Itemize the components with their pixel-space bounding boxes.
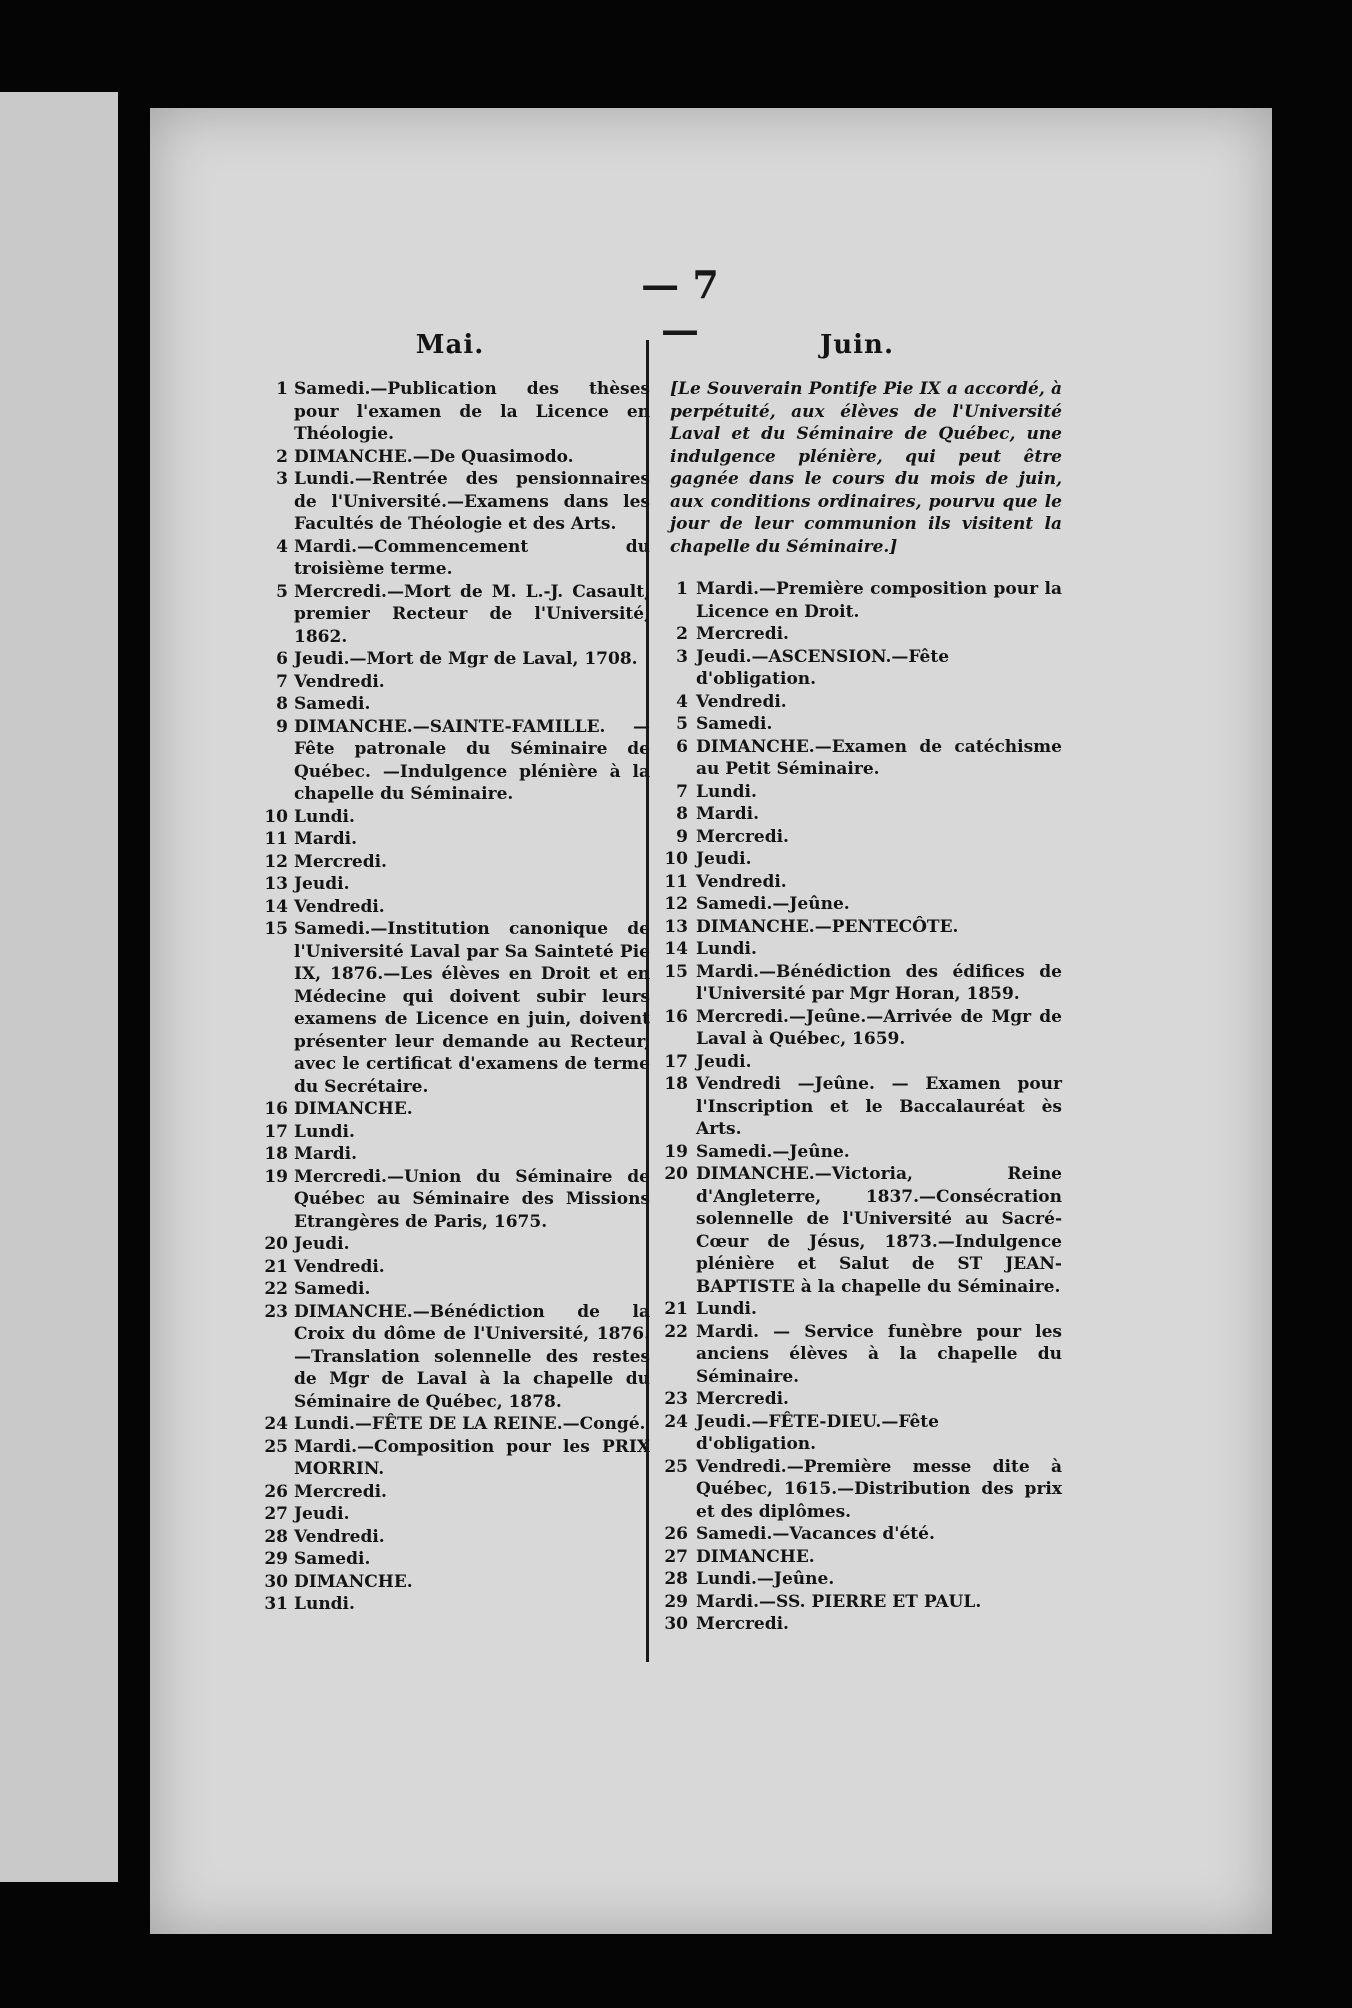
calendar-entry <box>250 1256 650 1279</box>
day-text: Mardi. — Service funèbre pour les anciens élèves à la chapelle du Séminaire. <box>696 1321 1062 1387</box>
day-number: 26 <box>264 1481 288 1502</box>
calendar-entry <box>250 1413 650 1436</box>
calendar-entry <box>652 1411 1062 1456</box>
day-text: Jeudi. <box>294 1504 350 1524</box>
month-title-mai: Mai. <box>415 330 485 360</box>
day-number: 2 <box>676 624 688 644</box>
calendar-entry <box>652 916 1062 939</box>
day-number: 20 <box>664 1164 688 1184</box>
calendar-entry <box>652 1568 1062 1591</box>
day-number: 29 <box>264 1549 288 1569</box>
day-number: 3 <box>676 646 688 667</box>
day-text: DIMANCHE.—PENTECÔTE. <box>696 916 959 937</box>
column-mai <box>250 330 650 1616</box>
day-text: Samedi. <box>294 1549 371 1569</box>
day-number: 1 <box>676 579 688 599</box>
day-text: Samedi. <box>294 694 371 714</box>
calendar-entry <box>652 1006 1062 1051</box>
day-text: Vendredi. <box>294 1256 385 1277</box>
calendar-entry <box>652 961 1062 1006</box>
entries-mai <box>250 378 650 1616</box>
calendar-entry <box>250 581 650 649</box>
day-text: DIMANCHE. <box>294 1571 413 1592</box>
calendar-entry <box>250 1571 650 1594</box>
day-number: 5 <box>276 581 288 602</box>
day-text: Mardi. <box>294 1144 358 1164</box>
calendar-entry <box>250 1166 650 1234</box>
day-number: 14 <box>264 896 288 917</box>
day-number: 10 <box>664 849 688 869</box>
calendar-entry <box>652 1546 1062 1569</box>
calendar-entry <box>652 623 1062 646</box>
day-number: 25 <box>664 1456 688 1477</box>
calendar-entry <box>652 1051 1062 1074</box>
day-number: 30 <box>264 1571 288 1592</box>
day-text: Mardi.—Bénédiction des édifices de l'Université par Mgr Horan, 1859. <box>696 961 1062 1004</box>
day-text: Jeudi.—Mort de Mgr de Laval, 1708. <box>294 649 638 669</box>
day-text: Vendredi. <box>294 896 385 917</box>
day-number: 19 <box>664 1141 688 1162</box>
calendar-entry <box>250 1121 650 1144</box>
day-text: Mardi.—Composition pour les PRIX MORRIN. <box>294 1436 650 1479</box>
day-number: 24 <box>664 1411 688 1432</box>
day-text: Samedi. <box>294 1279 371 1299</box>
calendar-entry <box>250 1143 650 1166</box>
day-text: DIMANCHE.—SAINTE-FAMILLE. — Fête patronale du Séminaire de Québec. —Indulgence plénière à la chapelle du Séminaire. <box>294 716 650 804</box>
day-text: Jeudi. <box>294 874 350 894</box>
day-text: Lundi. <box>294 1121 355 1142</box>
calendar-entry <box>250 1278 650 1301</box>
day-text: Mercredi.—Union du Séminaire de Québec au Séminaire des Missions Etrangères de Paris, 1675. <box>294 1166 650 1232</box>
column-juin <box>652 330 1062 1636</box>
calendar-entry <box>652 781 1062 804</box>
calendar-entry <box>250 851 650 874</box>
calendar-entry <box>250 806 650 829</box>
day-number: 21 <box>664 1299 688 1319</box>
calendar-entry <box>250 446 650 469</box>
day-text: Mardi. <box>696 804 760 824</box>
day-number: 27 <box>264 1504 288 1524</box>
calendar-entry <box>250 716 650 806</box>
day-number: 23 <box>664 1389 688 1409</box>
day-number: 12 <box>664 894 688 914</box>
calendar-entry <box>250 648 650 671</box>
day-text: Jeudi.—ASCENSION.—Fête d'obligation. <box>696 646 950 689</box>
calendar-entry <box>652 1073 1062 1141</box>
day-number: 26 <box>664 1524 688 1544</box>
day-number: 3 <box>276 469 288 489</box>
day-text: DIMANCHE. <box>696 1546 815 1567</box>
day-text: Lundi. <box>294 806 355 827</box>
day-number: 13 <box>664 916 688 937</box>
day-text: Mercredi.—Jeûne.—Arrivée de Mgr de Laval à Québec, 1659. <box>696 1006 1062 1049</box>
day-number: 27 <box>664 1546 688 1567</box>
day-number: 22 <box>264 1279 288 1299</box>
day-text: Vendredi. <box>696 691 787 712</box>
calendar-entry <box>652 871 1062 894</box>
day-number: 7 <box>276 671 288 692</box>
day-text: Mercredi. <box>696 1389 789 1409</box>
calendar-entry <box>652 1523 1062 1546</box>
day-number: 28 <box>264 1526 288 1547</box>
day-text: Vendredi. <box>294 1526 385 1547</box>
day-number: 6 <box>676 736 688 757</box>
day-number: 12 <box>264 851 288 872</box>
day-text: Samedi.—Jeûne. <box>696 1141 850 1162</box>
day-text: DIMANCHE.—Victoria, Reine d'Angleterre, 1837.—Consécration solennelle de l'Université au Sacré-Cœur de Jésus, 1873.—Indulgence plénière et Salut de ST JEAN-BAPTISTE à la chapelle du Séminaire. <box>696 1164 1062 1297</box>
day-number: 8 <box>276 694 288 714</box>
calendar-entry <box>652 646 1062 691</box>
day-number: 7 <box>676 781 688 802</box>
day-text: Lundi.—Rentrée des pensionnaires de l'Université.—Examens dans les Facultés de Théologie et des Arts. <box>294 469 650 534</box>
page-number: — 7 — <box>641 262 719 352</box>
calendar-entry <box>250 1481 650 1504</box>
day-number: 31 <box>264 1594 288 1614</box>
calendar-entry <box>652 1141 1062 1164</box>
calendar-entry <box>652 578 1062 623</box>
day-text: Jeudi.—FÊTE-DIEU.—Fête d'obligation. <box>696 1411 939 1454</box>
calendar-entry <box>250 1593 650 1616</box>
calendar-entry <box>250 378 650 446</box>
day-number: 24 <box>264 1414 288 1434</box>
day-number: 21 <box>264 1256 288 1277</box>
day-number: 9 <box>676 826 688 847</box>
day-text: Jeudi. <box>696 1051 752 1072</box>
day-number: 17 <box>664 1051 688 1072</box>
calendar-entry <box>652 893 1062 916</box>
calendar-entry <box>652 938 1062 961</box>
calendar-entry <box>250 1233 650 1256</box>
day-text: Samedi.—Jeûne. <box>696 894 850 914</box>
day-number: 6 <box>276 649 288 669</box>
day-number: 15 <box>664 961 688 982</box>
day-number: 18 <box>664 1074 688 1094</box>
day-number: 1 <box>276 379 288 399</box>
calendar-entry <box>250 873 650 896</box>
calendar-entry <box>250 1098 650 1121</box>
day-number: 9 <box>276 716 288 737</box>
day-text: DIMANCHE.—Examen de catéchisme au Petit Séminaire. <box>696 736 1062 779</box>
calendar-entry <box>250 536 650 581</box>
day-text: Mardi.—Commencement du troisième terme. <box>294 536 650 579</box>
calendar-entry <box>250 1526 650 1549</box>
day-text: Mardi.—Première composition pour la Licence en Droit. <box>696 579 1062 622</box>
day-number: 2 <box>276 446 288 467</box>
day-text: Mercredi. <box>696 1614 789 1634</box>
day-text: Vendredi. <box>294 671 385 692</box>
calendar-entry <box>652 826 1062 849</box>
day-number: 23 <box>264 1301 288 1322</box>
calendar-entry <box>652 848 1062 871</box>
calendar-entry <box>250 1301 650 1414</box>
day-text: Mardi.—SS. PIERRE ET PAUL. <box>696 1591 982 1612</box>
day-number: 4 <box>276 536 288 557</box>
calendar-entry <box>250 693 650 716</box>
calendar-entry <box>250 1436 650 1481</box>
calendar-entry <box>250 468 650 536</box>
entries-juin <box>652 578 1062 1636</box>
day-text: Samedi.—Vacances d'été. <box>696 1524 935 1544</box>
day-number: 8 <box>676 804 688 824</box>
calendar-entry <box>652 1321 1062 1389</box>
month-title-juin: Juin. <box>819 330 895 360</box>
day-text: Mardi. <box>294 829 358 849</box>
day-number: 15 <box>264 919 288 939</box>
day-number: 30 <box>664 1614 688 1634</box>
calendar-entry <box>652 1591 1062 1614</box>
day-number: 20 <box>264 1234 288 1254</box>
calendar-entry <box>652 1613 1062 1636</box>
day-number: 19 <box>264 1166 288 1187</box>
calendar-entry <box>652 1163 1062 1298</box>
day-text: Lundi. <box>696 1299 757 1319</box>
day-text: Mercredi.—Mort de M. L.-J. Casault, premier Recteur de l'Université, 1862. <box>294 581 650 647</box>
calendar-entry <box>652 1456 1062 1524</box>
day-text: Lundi. <box>294 1594 355 1614</box>
day-number: 22 <box>664 1321 688 1342</box>
day-text: Lundi. <box>696 781 757 802</box>
calendar-entry <box>652 1388 1062 1411</box>
day-text: Lundi.—FÊTE DE LA REINE.—Congé. <box>294 1414 646 1434</box>
day-number: 10 <box>264 806 288 827</box>
calendar-entry <box>250 1548 650 1571</box>
day-number: 18 <box>264 1144 288 1164</box>
day-number: 4 <box>676 691 688 712</box>
calendar-entry <box>652 713 1062 736</box>
day-number: 28 <box>664 1569 688 1589</box>
day-text: Mercredi. <box>696 826 789 847</box>
day-number: 13 <box>264 874 288 894</box>
day-text: Jeudi. <box>696 849 752 869</box>
day-number: 14 <box>664 939 688 959</box>
day-number: 16 <box>264 1099 288 1119</box>
day-number: 5 <box>676 714 688 734</box>
day-number: 11 <box>264 829 288 849</box>
day-number: 16 <box>664 1006 688 1027</box>
day-text: Samedi.—Publication des thèses pour l'examen de la Licence en Théologie. <box>294 379 650 444</box>
day-number: 11 <box>664 871 688 892</box>
calendar-entry <box>652 736 1062 781</box>
calendar-entry <box>250 1503 650 1526</box>
day-text: Mercredi. <box>294 1481 387 1502</box>
calendar-entry <box>250 896 650 919</box>
day-text: Lundi. <box>696 939 757 959</box>
calendar-entry <box>250 828 650 851</box>
day-number: 25 <box>264 1436 288 1457</box>
indulgence-note: [Le Souverain Pontife Pie IX a accordé, à perpétuité, aux élèves de l'Université Laval et du Séminaire de Québec, une indulgence plénière, qui peut être gagnée dans le cours du mois de juin, aux conditions ordinaires, pourvu que le jour de leur communion ils visitent la chapelle du Séminaire.] <box>670 379 1062 557</box>
calendar-entry <box>250 918 650 1098</box>
day-text: Vendredi.—Première messe dite à Québec, 1615.—Distribution des prix et des diplômes. <box>696 1456 1062 1522</box>
day-number: 29 <box>664 1591 688 1612</box>
day-text: Samedi. <box>696 714 773 734</box>
day-text: Samedi.—Institution canonique de l'Université Laval par Sa Sainteté Pie IX, 1876.—Les élèves en Droit et en Médecine qui doivent subir leurs examens de Licence en juin, doivent présenter leur demande au Recteur, avec le certificat d'examens de terme du Secrétaire. <box>294 919 650 1097</box>
day-text: Vendredi —Jeûne. — Examen pour l'Inscription et le Baccalauréat ès Arts. <box>696 1074 1062 1139</box>
day-text: Vendredi. <box>696 871 787 892</box>
calendar-entry <box>652 803 1062 826</box>
day-text: DIMANCHE.—Bénédiction de la Croix du dôme de l'Université, 1876.—Translation solennelle des restes de Mgr de Laval à la chapelle du Séminaire de Québec, 1878. <box>294 1301 650 1412</box>
day-text: Lundi.—Jeûne. <box>696 1569 835 1589</box>
calendar-entry <box>652 1298 1062 1321</box>
calendar-entry <box>652 691 1062 714</box>
day-number: 17 <box>264 1121 288 1142</box>
day-text: Mercredi. <box>294 851 387 872</box>
day-text: Mercredi. <box>696 624 789 644</box>
day-text: DIMANCHE. <box>294 1099 413 1119</box>
day-text: DIMANCHE.—De Quasimodo. <box>294 446 574 467</box>
day-text: Jeudi. <box>294 1234 350 1254</box>
calendar-entry <box>250 671 650 694</box>
facing-page-edge <box>0 92 118 1882</box>
